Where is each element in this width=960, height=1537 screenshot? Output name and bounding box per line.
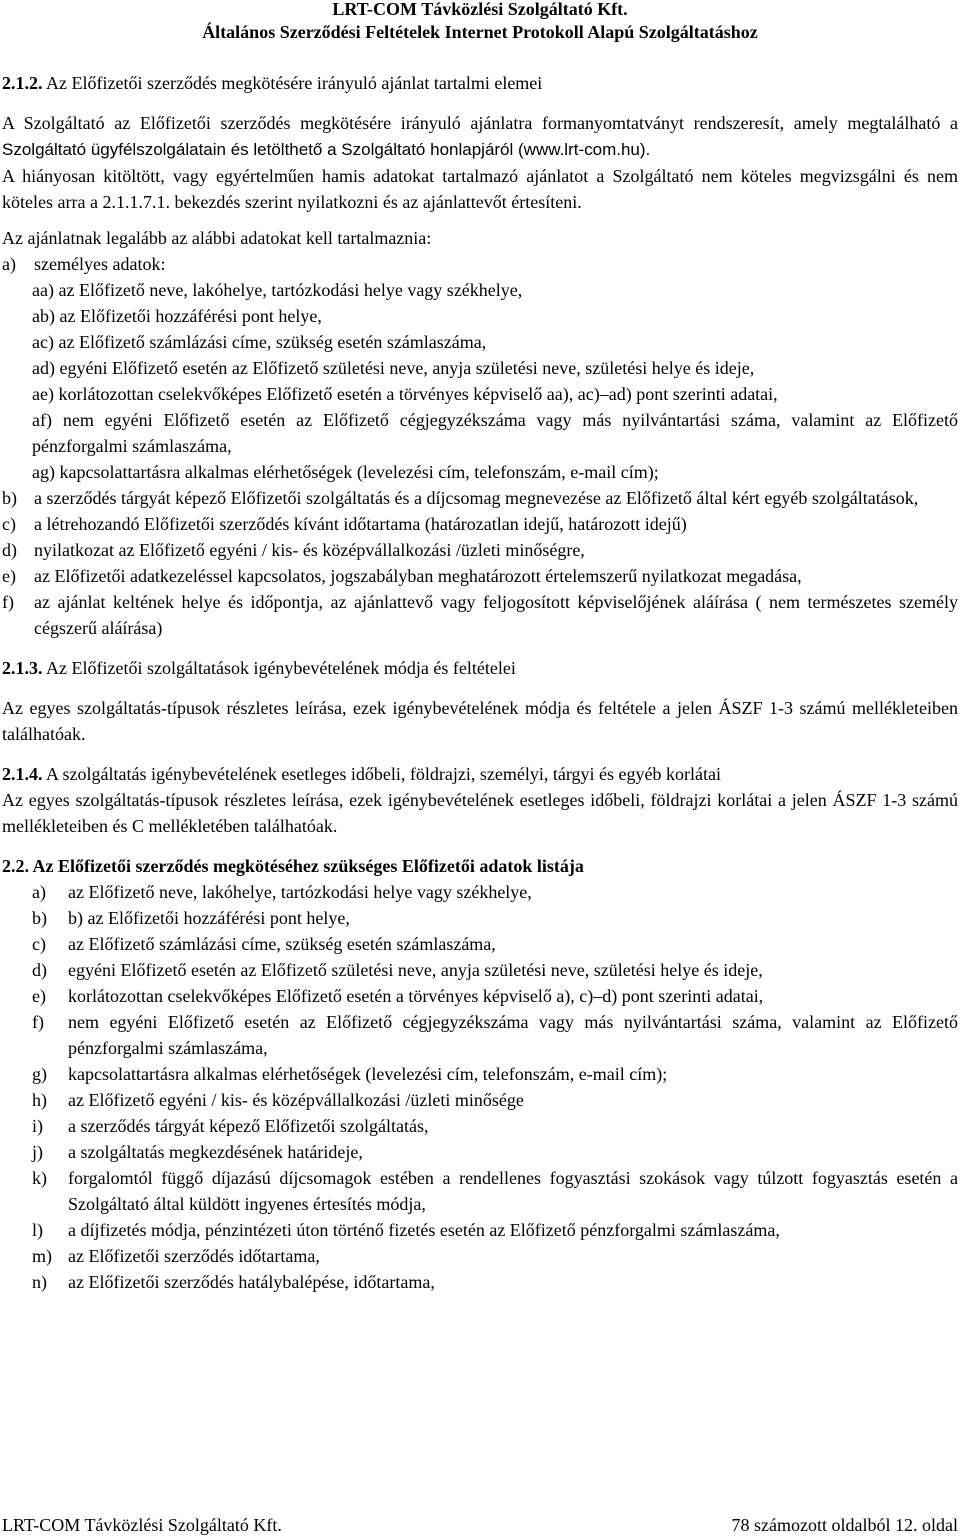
sub-item: ae) korlátozottan cselekvőképes Előfizető esetén a törvényes képviselő aa), ac)–ad) pont szerinti adatai, <box>32 384 778 404</box>
section-2-1-2-paragraph-1 <box>2 110 958 163</box>
list-label: g) <box>32 1064 47 1084</box>
header-company: LRT-COM Távközlési Szolgáltató Kft. <box>332 0 628 19</box>
list-text: az Előfizető neve, lakóhelye, tartózkodási helye vagy székhelye, <box>68 882 532 902</box>
list-item <box>32 1087 958 1113</box>
list-label: f) <box>2 592 14 612</box>
list-text: az Előfizetői szerződés hatálybalépése, időtartama, <box>68 1272 435 1292</box>
section-title: Az Előfizetői szerződés megkötéséhez szükséges Előfizetői adatok listája <box>32 856 584 876</box>
list-item <box>32 1165 958 1217</box>
list-text: az Előfizetői szerződés időtartama, <box>68 1246 320 1266</box>
list-text: forgalomtól függő díjazású díjcsomagok estében a rendellenes fogyasztási szokások vagy túlzott fogyasztás esetén a Szolgáltató által küldött ingyenes értesítés módja, <box>68 1168 958 1214</box>
footer-company: LRT-COM Távközlési Szolgáltató Kft. <box>2 1515 282 1535</box>
sub-item: ag) kapcsolattartásra alkalmas elérhetőségek (levelezési cím, telefonszám, e-mail cím); <box>32 462 659 482</box>
list-item-a <box>2 251 958 277</box>
header-subtitle: Általános Szerződési Feltételek Internet Protokoll Alapú Szolgáltatáshoz <box>202 22 758 42</box>
document-body <box>2 70 958 1295</box>
section-title: A szolgáltatás igénybevételének esetleges időbeli, földrajzi, személyi, tárgyi és egyéb korlátai <box>46 764 721 784</box>
list-item <box>32 1061 958 1087</box>
list-label: b) <box>32 908 47 928</box>
section-2-1-4-heading <box>2 761 958 787</box>
list-item <box>32 1113 958 1139</box>
list-item <box>32 1269 958 1295</box>
sub-item: af) nem egyéni Előfizető esetén az Előfizető cégjegyzékszáma vagy más nyilvántartási száma, valamint az Előfizető pénzforgalmi számlaszáma, <box>32 410 958 456</box>
list-item <box>32 879 958 905</box>
list-text: az Előfizető egyéni / kis- és középvállalkozási /üzleti minősége <box>68 1090 524 1110</box>
list-label: j) <box>32 1142 43 1162</box>
list-item-b <box>2 485 958 511</box>
list-label: d) <box>2 540 17 560</box>
section-title: Az Előfizetői szerződés megkötésére irányuló ajánlat tartalmi elemei <box>46 73 543 93</box>
list-item-e <box>2 563 958 589</box>
section-number: 2.1.2. <box>2 73 43 93</box>
section-2-1-3-text: Az egyes szolgáltatás-típusok részletes leírása, ezek igénybevételének módja és feltétele a jelen ÁSZF 1-3 számú mellékleteiben találhatóak. <box>2 698 958 744</box>
page-footer <box>2 1513 958 1537</box>
paragraph-text-link: Szolgáltató ügyfélszolgálatain és letölthető a Szolgáltató honlapjáról (www.lrt-com.hu). <box>2 140 651 159</box>
paragraph-text: A Szolgáltató az Előfizetői szerződés megkötésére irányuló ajánlatra formanyomtatványt rendszeresít, amely megtalálható a <box>2 113 958 133</box>
list-label: i) <box>32 1116 43 1136</box>
list-label: a) <box>2 254 16 274</box>
list-label: m) <box>32 1246 52 1266</box>
list-text: az Előfizető számlázási címe, szükség esetén számlaszáma, <box>68 934 496 954</box>
sub-item: aa) az Előfizető neve, lakóhelye, tartózkodási helye vagy székhelye, <box>32 280 523 300</box>
list-label: l) <box>32 1220 43 1240</box>
list-text: a díjfizetés módja, pénzintézeti úton történő fizetés esetén az Előfizető pénzforgalmi számlaszáma, <box>68 1220 780 1240</box>
list-item <box>32 1139 958 1165</box>
list-text: a szerződés tárgyát képező Előfizetői szolgáltatás és a díjcsomag megnevezése az Előfizető által kért egyéb szolgáltatások, <box>34 488 919 508</box>
sub-item: ac) az Előfizető számlázási címe, szükség esetén számlaszáma, <box>32 332 487 352</box>
list-text: korlátozottan cselekvőképes Előfizető esetén a törvényes képviselő a), c)–d) pont szerinti adatai, <box>68 986 764 1006</box>
section-2-2-list <box>2 879 958 1295</box>
section-2-1-2-paragraph-2: A hiányosan kitöltött, vagy egyértelműen hamis adatokat tartalmazó ajánlatot a Szolgáltató nem köteles megvizsgálni és nem köteles arra a 2.1.1.7.1. bekezdés szerint nyilatkozni és az ajánlattevőt értesíteni. <box>2 166 958 212</box>
list-item <box>32 1009 958 1061</box>
list-item <box>32 1243 958 1269</box>
list-item-d <box>2 537 958 563</box>
section-2-1-2-heading <box>2 70 958 96</box>
section-title: Az Előfizetői szolgáltatások igénybevételének módja és feltételei <box>46 658 516 678</box>
section-number: 2.1.3. <box>2 658 43 678</box>
list-text: a szerződés tárgyát képező Előfizetői szolgáltatás, <box>68 1116 429 1136</box>
section-number: 2.2. <box>2 856 29 876</box>
list-label: f) <box>32 1012 44 1032</box>
section-2-1-4-text: Az egyes szolgáltatás-típusok részletes leírása, ezek igénybevételének esetleges időbeli, földrajzi korlátai a jelen ÁSZF 1-3 számú mellékleteiben és C mellékletében találhatóak. <box>2 790 958 836</box>
list-text: kapcsolattartásra alkalmas elérhetőségek (levelezési cím, telefonszám, e-mail cím); <box>68 1064 668 1084</box>
list-text: egyéni Előfizető esetén az Előfizető születési neve, anyja születési neve, születési helye és ideje, <box>68 960 763 980</box>
list-item <box>32 931 958 957</box>
sub-list <box>2 277 958 485</box>
list-text: nem egyéni Előfizető esetén az Előfizető cégjegyzékszáma vagy más nyilvántartási száma, valamint az Előfizető pénzforgalmi számlaszáma, <box>68 1012 958 1058</box>
list-text: az ajánlat keltének helye és időpontja, az ajánlattevő vagy feljogosított képviselőjének aláírása ( nem természetes személy cégszerű aláírása) <box>34 592 958 638</box>
page-header <box>0 0 960 44</box>
list-text: a szolgáltatás megkezdésének határideje, <box>68 1142 363 1162</box>
list-item <box>32 957 958 983</box>
list-text: a létrehozandó Előfizetői szerződés kívánt időtartama (határozatlan idejű, határozott idejű) <box>34 514 687 534</box>
section-2-2-heading <box>2 853 958 879</box>
sub-item: ad) egyéni Előfizető esetén az Előfizető születési neve, anyja születési neve, születési helye és ideje, <box>32 358 755 378</box>
list-label: e) <box>32 986 46 1006</box>
list-text: b) az Előfizetői hozzáférési pont helye, <box>68 908 350 928</box>
list-item <box>32 983 958 1009</box>
list-label: b) <box>2 488 17 508</box>
list-item <box>32 1217 958 1243</box>
list-item-c <box>2 511 958 537</box>
sub-item: ab) az Előfizetői hozzáférési pont helye, <box>32 306 322 326</box>
section-number: 2.1.4. <box>2 764 43 784</box>
list-label: d) <box>32 960 47 980</box>
list-label: c) <box>2 514 16 534</box>
list-item-f <box>2 589 958 641</box>
footer-page-number: 78 számozott oldalból 12. oldal <box>731 1515 958 1535</box>
list-text: az Előfizetői adatkezeléssel kapcsolatos, jogszabályban meghatározott értelemszerű nyilatkozat megadása, <box>34 566 802 586</box>
list-label: n) <box>32 1272 47 1292</box>
section-2-1-2-intro: Az ajánlatnak legalább az alábbi adatokat kell tartalmaznia: <box>2 228 432 248</box>
list-text: személyes adatok: <box>34 254 166 274</box>
list-label: h) <box>32 1090 47 1110</box>
list-label: c) <box>32 934 46 954</box>
list-label: a) <box>32 882 46 902</box>
list-item <box>32 905 958 931</box>
list-label: e) <box>2 566 16 586</box>
list-label: k) <box>32 1168 47 1188</box>
list-text: nyilatkozat az Előfizető egyéni / kis- és középvállalkozási /üzleti minőségre, <box>34 540 585 560</box>
section-2-1-3-heading <box>2 655 958 681</box>
